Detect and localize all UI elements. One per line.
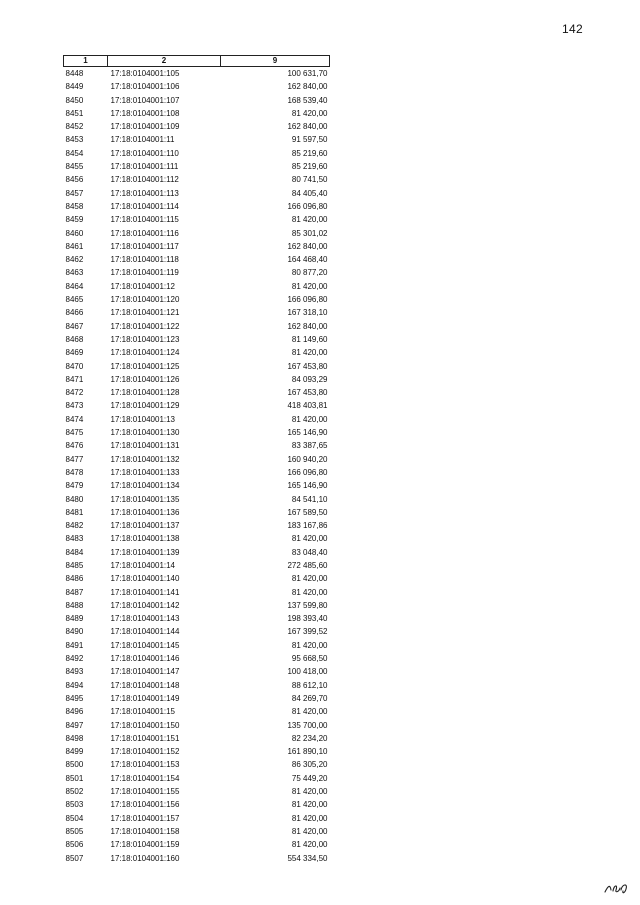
cadastral-number: 17:18:0104001:135 [110,494,180,504]
cadastral-number: 17:18:0104001:132 [110,454,180,464]
cadastral-value: 164 468,40 [287,255,328,265]
table-row [64,187,330,200]
row-number: 8498 [65,733,84,743]
row-number: 8456 [65,175,84,185]
cadastral-number: 17:18:0104001:148 [110,680,180,690]
table-row [64,586,330,599]
cadastral-value: 162 840,00 [287,122,328,132]
cadastral-value: 81 420,00 [291,574,328,584]
cadastral-value: 167 318,10 [287,308,328,318]
table-row [64,107,330,120]
table-row [64,612,330,625]
table-row [64,679,330,692]
table-row [64,67,330,81]
cadastral-number: 17:18:0104001:152 [110,747,180,757]
cadastral-value: 81 420,00 [291,640,328,650]
row-number: 8484 [65,547,84,557]
row-number: 8452 [65,122,84,132]
cadastral-value: 81 420,00 [291,707,328,717]
row-number: 8468 [65,334,84,344]
row-number: 8451 [65,108,84,118]
row-number: 8492 [65,654,84,664]
table-row [64,280,330,293]
table-row [64,306,330,319]
row-number: 8506 [65,840,84,850]
table-row [64,120,330,133]
cadastral-value: 167 399,52 [287,627,328,637]
cadastral-value-table [63,55,330,865]
cadastral-number: 17:18:0104001:153 [110,760,180,770]
row-number: 8449 [65,82,84,92]
cadastral-value: 82 234,20 [291,733,328,743]
row-number: 8503 [65,800,84,810]
row-number: 8490 [65,627,84,637]
row-number: 8476 [65,441,84,451]
table-row [64,652,330,665]
row-number: 8480 [65,494,84,504]
row-number: 8460 [65,228,84,238]
row-number: 8489 [65,614,84,624]
cadastral-number: 17:18:0104001:143 [110,614,180,624]
cadastral-number: 17:18:0104001:107 [110,95,180,105]
cadastral-value: 198 393,40 [287,614,328,624]
cadastral-value: 81 420,00 [291,587,328,597]
cadastral-value: 162 840,00 [287,82,328,92]
table-row [64,227,330,240]
cadastral-value: 84 269,70 [291,693,328,703]
table-row [64,519,330,532]
table-row [64,559,330,572]
table-row [64,665,330,678]
cadastral-value: 161 890,10 [287,747,328,757]
cadastral-number: 17:18:0104001:158 [110,826,180,836]
cadastral-value: 86 305,20 [291,760,328,770]
cadastral-value: 81 420,00 [291,215,328,225]
table-row [64,719,330,732]
row-number: 8482 [65,521,84,531]
row-number: 8474 [65,414,84,424]
cadastral-number: 17:18:0104001:137 [110,521,180,531]
row-number: 8491 [65,640,84,650]
table-row [64,852,330,865]
table-row [64,439,330,452]
table-row [64,266,330,279]
column-header-1: 1 [64,56,108,67]
cadastral-number: 17:18:0104001:129 [110,401,180,411]
cadastral-value: 81 420,00 [291,108,328,118]
cadastral-number: 17:18:0104001:113 [110,188,179,198]
table-row [64,399,330,412]
table-row [64,599,330,612]
cadastral-number: 17:18:0104001:105 [110,69,180,78]
cadastral-number: 17:18:0104001:136 [110,507,180,517]
table-row [64,453,330,466]
cadastral-number: 17:18:0104001:121 [110,308,180,318]
row-number: 8467 [65,321,84,331]
column-header-9: 9 [221,56,330,67]
cadastral-value: 137 599,80 [287,600,328,610]
cadastral-value: 80 877,20 [291,268,328,278]
table-row [64,745,330,758]
table-body [64,67,330,865]
cadastral-number: 17:18:0104001:14 [110,560,176,570]
row-number: 8470 [65,361,84,371]
table-row [64,838,330,851]
table-row [64,426,330,439]
row-number: 8494 [65,680,84,690]
table-row [64,373,330,386]
row-number: 8481 [65,507,84,517]
cadastral-value: 83 048,40 [291,547,328,557]
cadastral-number: 17:18:0104001:140 [110,574,180,584]
cadastral-number: 17:18:0104001:138 [110,534,180,544]
table-row [64,320,330,333]
cadastral-number: 17:18:0104001:144 [110,627,180,637]
table-row [64,493,330,506]
row-number: 8483 [65,534,84,544]
table-row [64,506,330,519]
cadastral-value: 167 453,80 [287,388,328,398]
cadastral-number: 17:18:0104001:160 [110,853,180,863]
row-number: 8465 [65,295,84,305]
cadastral-value: 418 403,81 [287,401,328,411]
cadastral-value: 272 485,60 [287,560,328,570]
cadastral-number: 17:18:0104001:112 [110,175,179,185]
row-number: 8450 [65,95,84,105]
table-row [64,94,330,107]
cadastral-value: 84 093,29 [291,374,328,384]
row-number: 8462 [65,255,84,265]
table-row [64,147,330,160]
cadastral-value: 81 420,00 [291,800,328,810]
row-number: 8507 [65,853,84,863]
cadastral-value: 81 420,00 [291,840,328,850]
table-row [64,625,330,638]
row-number: 8461 [65,241,84,251]
table-row [64,133,330,146]
cadastral-value: 100 631,70 [287,69,328,78]
table-row [64,812,330,825]
cadastral-number: 17:18:0104001:146 [110,654,180,664]
table-row [64,479,330,492]
cadastral-number: 17:18:0104001:12 [110,281,176,291]
cadastral-number: 17:18:0104001:114 [110,201,179,211]
cadastral-value: 100 418,00 [287,667,328,677]
row-number: 8472 [65,388,84,398]
row-number: 8493 [65,667,84,677]
table-row [64,532,330,545]
table-row [64,546,330,559]
cadastral-value: 168 539,40 [287,95,328,105]
row-number: 8453 [65,135,84,145]
cadastral-value: 160 940,20 [287,454,328,464]
row-number: 8479 [65,481,84,491]
cadastral-number: 17:18:0104001:11 [110,135,175,145]
row-number: 8454 [65,148,84,158]
cadastral-number: 17:18:0104001:123 [110,334,180,344]
row-number: 8477 [65,454,84,464]
table-row [64,360,330,373]
table-row [64,798,330,811]
table-row [64,293,330,306]
cadastral-value: 81 420,00 [291,813,328,823]
table-row [64,213,330,226]
cadastral-value: 165 146,90 [287,481,328,491]
cadastral-value: 167 589,50 [287,507,328,517]
cadastral-value: 554 334,50 [287,853,328,863]
cadastral-value: 85 301,02 [291,228,328,238]
cadastral-number: 17:18:0104001:124 [110,348,180,358]
cadastral-value: 84 405,40 [291,188,328,198]
cadastral-number: 17:18:0104001:141 [110,587,180,597]
table-row [64,386,330,399]
cadastral-number: 17:18:0104001:134 [110,481,180,491]
table-row [64,639,330,652]
cadastral-value: 166 096,80 [287,467,328,477]
row-number: 8505 [65,826,84,836]
handwritten-signature-icon [603,878,631,896]
cadastral-number: 17:18:0104001:157 [110,813,180,823]
table-row [64,253,330,266]
cadastral-value: 75 449,20 [291,773,328,783]
cadastral-value: 81 420,00 [291,414,328,424]
cadastral-value: 162 840,00 [287,241,328,251]
row-number: 8504 [65,813,84,823]
row-number: 8475 [65,428,84,438]
table-row [64,758,330,771]
table-row [64,785,330,798]
row-number: 8485 [65,560,84,570]
cadastral-number: 17:18:0104001:155 [110,787,180,797]
row-number: 8499 [65,747,84,757]
row-number: 8464 [65,281,84,291]
cadastral-number: 17:18:0104001:150 [110,720,180,730]
cadastral-number: 17:18:0104001:131 [110,441,180,451]
row-number: 8478 [65,467,84,477]
cadastral-number: 17:18:0104001:126 [110,374,180,384]
row-number: 8455 [65,162,84,172]
column-header-2: 2 [108,56,221,67]
cadastral-number: 17:18:0104001:120 [110,295,180,305]
row-number: 8469 [65,348,84,358]
table-row [64,572,330,585]
cadastral-value: 81 420,00 [291,348,328,358]
table-row [64,825,330,838]
cadastral-value: 81 420,00 [291,534,328,544]
cadastral-value: 166 096,80 [287,295,328,305]
cadastral-value: 81 420,00 [291,281,328,291]
table-row [64,200,330,213]
cadastral-value: 85 219,60 [291,148,328,158]
cadastral-number: 17:18:0104001:122 [110,321,180,331]
cadastral-number: 17:18:0104001:128 [110,388,180,398]
cadastral-value: 135 700,00 [287,720,328,730]
table-row [64,173,330,186]
cadastral-value: 166 096,80 [287,201,328,211]
cadastral-number: 17:18:0104001:110 [110,148,179,158]
row-number: 8457 [65,188,84,198]
cadastral-number: 17:18:0104001:111 [110,162,179,172]
row-number: 8495 [65,693,84,703]
table-row [64,692,330,705]
row-number: 8448 [65,69,84,78]
page-number: 142 [562,22,583,36]
cadastral-number: 17:18:0104001:151 [110,733,180,743]
cadastral-value: 84 541,10 [291,494,328,504]
table-row [64,413,330,426]
cadastral-value: 88 612,10 [291,680,328,690]
row-number: 8502 [65,787,84,797]
table-row [64,333,330,346]
cadastral-value: 83 387,65 [291,441,328,451]
row-number: 8487 [65,587,84,597]
table-row [64,466,330,479]
cadastral-value: 80 741,50 [291,175,328,185]
cadastral-value: 95 668,50 [291,654,328,664]
cadastral-number: 17:18:0104001:139 [110,547,180,557]
row-number: 8496 [65,707,84,717]
cadastral-number: 17:18:0104001:142 [110,600,180,610]
cadastral-number: 17:18:0104001:145 [110,640,180,650]
row-number: 8500 [65,760,84,770]
cadastral-number: 17:18:0104001:119 [110,268,179,278]
cadastral-number: 17:18:0104001:125 [110,361,180,371]
row-number: 8458 [65,201,84,211]
table-row [64,772,330,785]
table-row [64,732,330,745]
cadastral-number: 17:18:0104001:13 [110,414,176,424]
row-number: 8466 [65,308,84,318]
cadastral-number: 17:18:0104001:117 [110,241,179,251]
cadastral-number: 17:18:0104001:115 [110,215,179,225]
table-row [64,160,330,173]
row-number: 8459 [65,215,84,225]
cadastral-number: 17:18:0104001:147 [110,667,180,677]
cadastral-value: 162 840,00 [287,321,328,331]
row-number: 8463 [65,268,84,278]
table-row [64,80,330,93]
cadastral-number: 17:18:0104001:108 [110,108,180,118]
cadastral-number: 17:18:0104001:154 [110,773,180,783]
cadastral-value: 85 219,60 [291,162,328,172]
table-row [64,346,330,359]
row-number: 8488 [65,600,84,610]
cadastral-value: 81 149,60 [291,334,328,344]
cadastral-value: 81 420,00 [291,787,328,797]
row-number: 8473 [65,401,84,411]
cadastral-number: 17:18:0104001:109 [110,122,180,132]
cadastral-value: 81 420,00 [291,826,328,836]
cadastral-value: 91 597,50 [291,135,328,145]
cadastral-number: 17:18:0104001:106 [110,82,180,92]
cadastral-value: 167 453,80 [287,361,328,371]
table-row [64,240,330,253]
row-number: 8486 [65,574,84,584]
table-header-row [64,56,330,67]
cadastral-number: 17:18:0104001:130 [110,428,180,438]
cadastral-value: 183 167,86 [287,521,328,531]
cadastral-number: 17:18:0104001:156 [110,800,180,810]
cadastral-number: 17:18:0104001:15 [110,707,176,717]
cadastral-number: 17:18:0104001:118 [110,255,179,265]
row-number: 8497 [65,720,84,730]
table-row [64,705,330,718]
cadastral-number: 17:18:0104001:159 [110,840,180,850]
cadastral-number: 17:18:0104001:116 [110,228,179,238]
row-number: 8471 [65,374,84,384]
cadastral-number: 17:18:0104001:149 [110,693,180,703]
cadastral-number: 17:18:0104001:133 [110,467,180,477]
cadastral-value: 165 146,90 [287,428,328,438]
row-number: 8501 [65,773,84,783]
